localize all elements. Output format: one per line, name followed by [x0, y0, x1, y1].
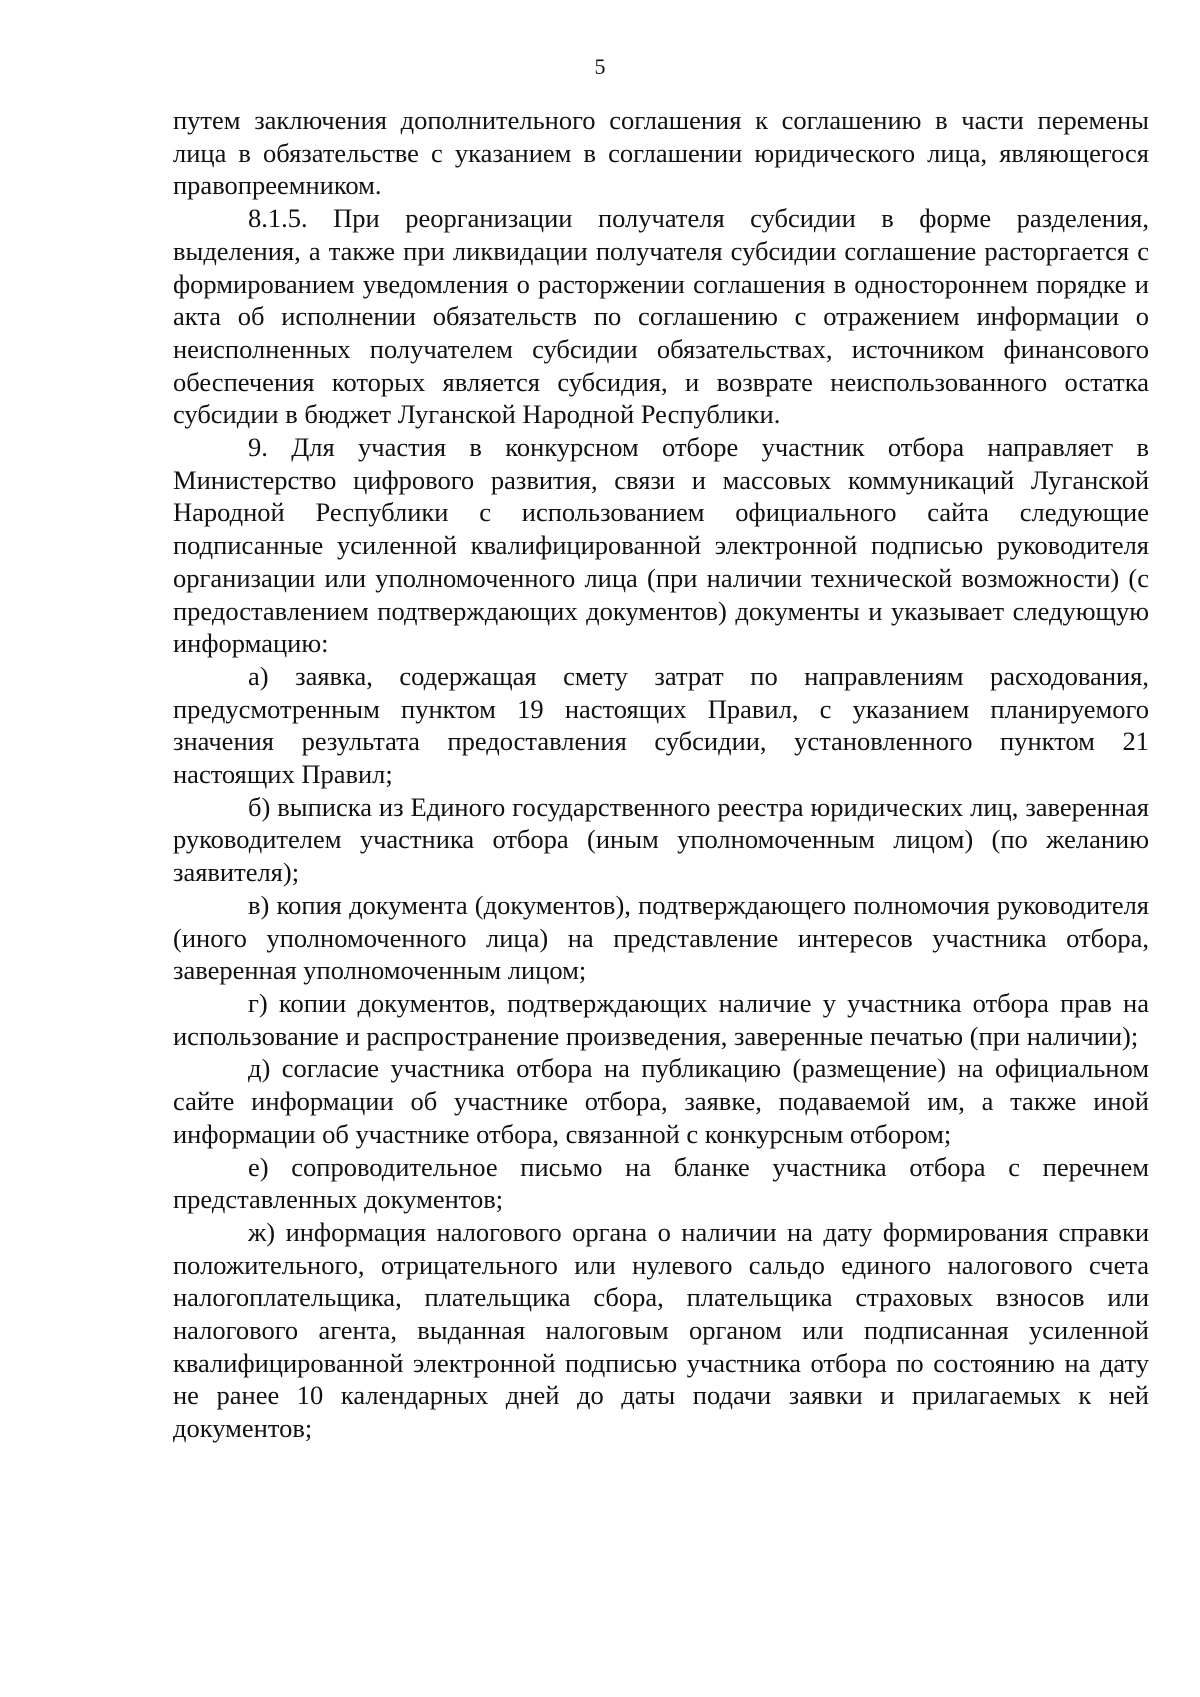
- list-item-v: в) копия документа (документов), подтверждающего полномочия руководителя (иного уполномоченного лица) на представление интересов участника отбора, заверенная уполномоченным лицом;: [173, 889, 1149, 986]
- page-number: 5: [594, 54, 606, 79]
- paragraph-continuation: путем заключения дополнительного соглашения к соглашению в части перемены лица в обязательстве с указанием в соглашении юридического лица, являющегося правопреемником.: [173, 105, 1149, 201]
- list-item-g: г) копии документов, подтверждающих наличие у участника отбора прав на использование и распространение произведения, заверенные печатью (при наличии);: [173, 987, 1149, 1051]
- paragraph-9: 9. Для участия в конкурсном отборе участник отбора направляет в Министерство цифрового развития, связи и массовых коммуникаций Луганской Народной Республики с использованием официального сайта следующие подписанные усиленной квалифицированной электронной подписью руководителя организации или уполномоченного лица (при наличии технической возможности) (с предоставлением подтверждающих документов) документы и указывает следующую информацию:: [173, 432, 1149, 659]
- list-item-e: е) сопроводительное письмо на бланке участника отбора с перечнем представленных документов;: [173, 1151, 1149, 1215]
- list-item-a: а) заявка, содержащая смету затрат по направлениям расходования, предусмотренным пунктом 19 настоящих Правил, с указанием планируемого значения результата предоставления субсидии, установленного пунктом 21 настоящих Правил;: [173, 660, 1149, 790]
- list-item-b: б) выписка из Единого государственного реестра юридических лиц, заверенная руководителем участника отбора (иным уполномоченным лицом) (по желанию заявителя);: [173, 791, 1149, 888]
- document-body: [173, 104, 1149, 1445]
- paragraph-8-1-5: 8.1.5. При реорганизации получателя субсидии в форме разделения, выделения, а также при ликвидации получателя субсидии соглашение расторгается с формированием уведомления о расторжении соглашения в одностороннем порядке и акта об исполнении обязательств по соглашению с отражением информации о неисполненных получателем субсидии обязательствах, источником финансового обеспечения которых является субсидия, и возврате неиспользованного остатка субсидии в бюджет Луганской Народной Республики.: [173, 203, 1149, 430]
- list-item-zh: ж) информация налогового органа о наличии на дату формирования справки положительного, отрицательного или нулевого сальдо единого налогового счета налогоплательщика, плательщика сбора, плательщика страховых взносов или налогового агента, выданная налоговым органом или подписанная усиленной квалифицированной электронной подписью участника отбора по состоянию на дату не ранее 10 календарных дней до даты подачи заявки и прилагаемых к ней документов;: [173, 1216, 1149, 1444]
- list-item-d: д) согласие участника отбора на публикацию (размещение) на официальном сайте информации об участнике отбора, заявке, подаваемой им, а также иной информации об участнике отбора, связанной с конкурсным отбором;: [173, 1053, 1149, 1149]
